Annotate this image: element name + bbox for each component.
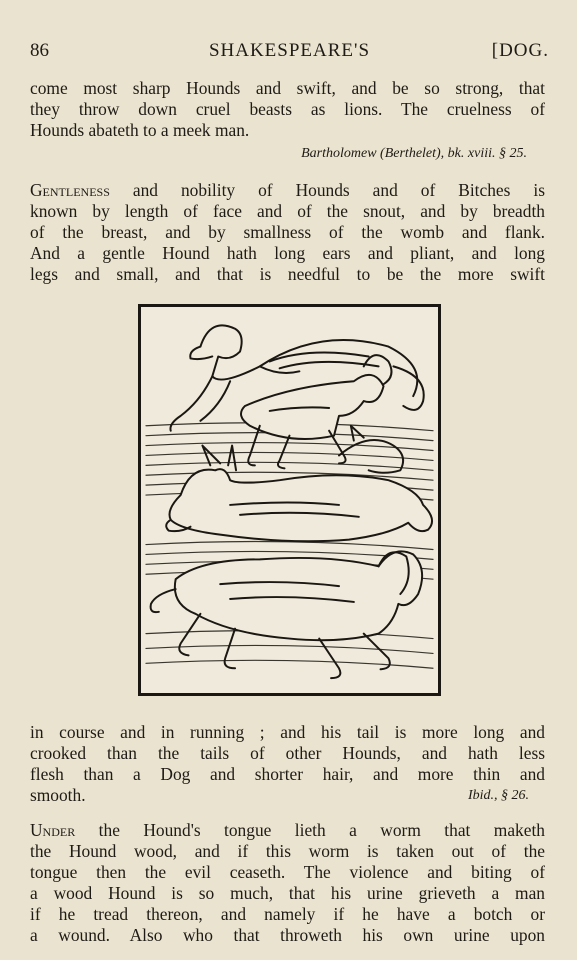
woodcut-hounds-illustration bbox=[138, 304, 441, 696]
line-rest: the Hound's tongue lieth a worm that maketh bbox=[75, 820, 545, 840]
text-line: a wound. Also who that throweth his own urine upon bbox=[30, 925, 545, 945]
paragraph-4 bbox=[30, 820, 545, 946]
paragraph-2 bbox=[30, 180, 545, 285]
text-line: in course and in running ; and his tail is more long and bbox=[30, 722, 545, 742]
text-line bbox=[30, 180, 545, 201]
text-line: if he tread thereon, and namely if he have a botch or bbox=[30, 904, 545, 924]
text-line bbox=[30, 820, 545, 841]
lead-word: Gentleness bbox=[30, 180, 110, 200]
citation-3: Ibid., § 26. bbox=[467, 788, 529, 803]
text-line: flesh than a Dog and shorter hair, and more thin and bbox=[30, 764, 545, 784]
paragraph-1 bbox=[30, 78, 545, 141]
text-line: the Hound wood, and if this worm is taken out of the bbox=[30, 841, 545, 861]
lead-word: Under bbox=[30, 820, 76, 840]
page-header bbox=[30, 40, 549, 66]
text-line: crooked than the tails of other Hounds, and hath less bbox=[30, 743, 545, 763]
text-line: Hounds abateth to a meek man. bbox=[30, 120, 250, 140]
page-number: 86 bbox=[30, 40, 49, 61]
text-line: a wood Hound is so much, that his urine grieveth a man bbox=[30, 883, 545, 903]
line-rest: and nobility of Hounds and of Bitches is bbox=[109, 180, 545, 200]
hounds-drawing-icon bbox=[141, 307, 438, 693]
text-line: smooth. bbox=[30, 785, 86, 805]
text-line: And a gentle Hound hath long ears and pliant, and long bbox=[30, 243, 545, 263]
text-line: tongue then the evil ceaseth. The violence and biting of bbox=[30, 862, 545, 882]
section-label: [DOG. bbox=[491, 40, 549, 61]
text-line: legs and small, and that is needful to be the more swift bbox=[30, 264, 545, 284]
text-line: come most sharp Hounds and swift, and be so strong, that bbox=[30, 78, 545, 98]
citation-1: Bartholomew (Berthelet), bk. xviii. § 25. bbox=[301, 146, 527, 161]
text-line: known by length of face and of the snout, and by breadth bbox=[30, 201, 545, 221]
text-line: of the breast, and by smallness of the womb and flank. bbox=[30, 222, 545, 242]
running-title: SHAKESPEARE'S bbox=[208, 40, 371, 61]
text-line: they throw down cruel beasts as lions. The cruelness of bbox=[30, 99, 545, 119]
